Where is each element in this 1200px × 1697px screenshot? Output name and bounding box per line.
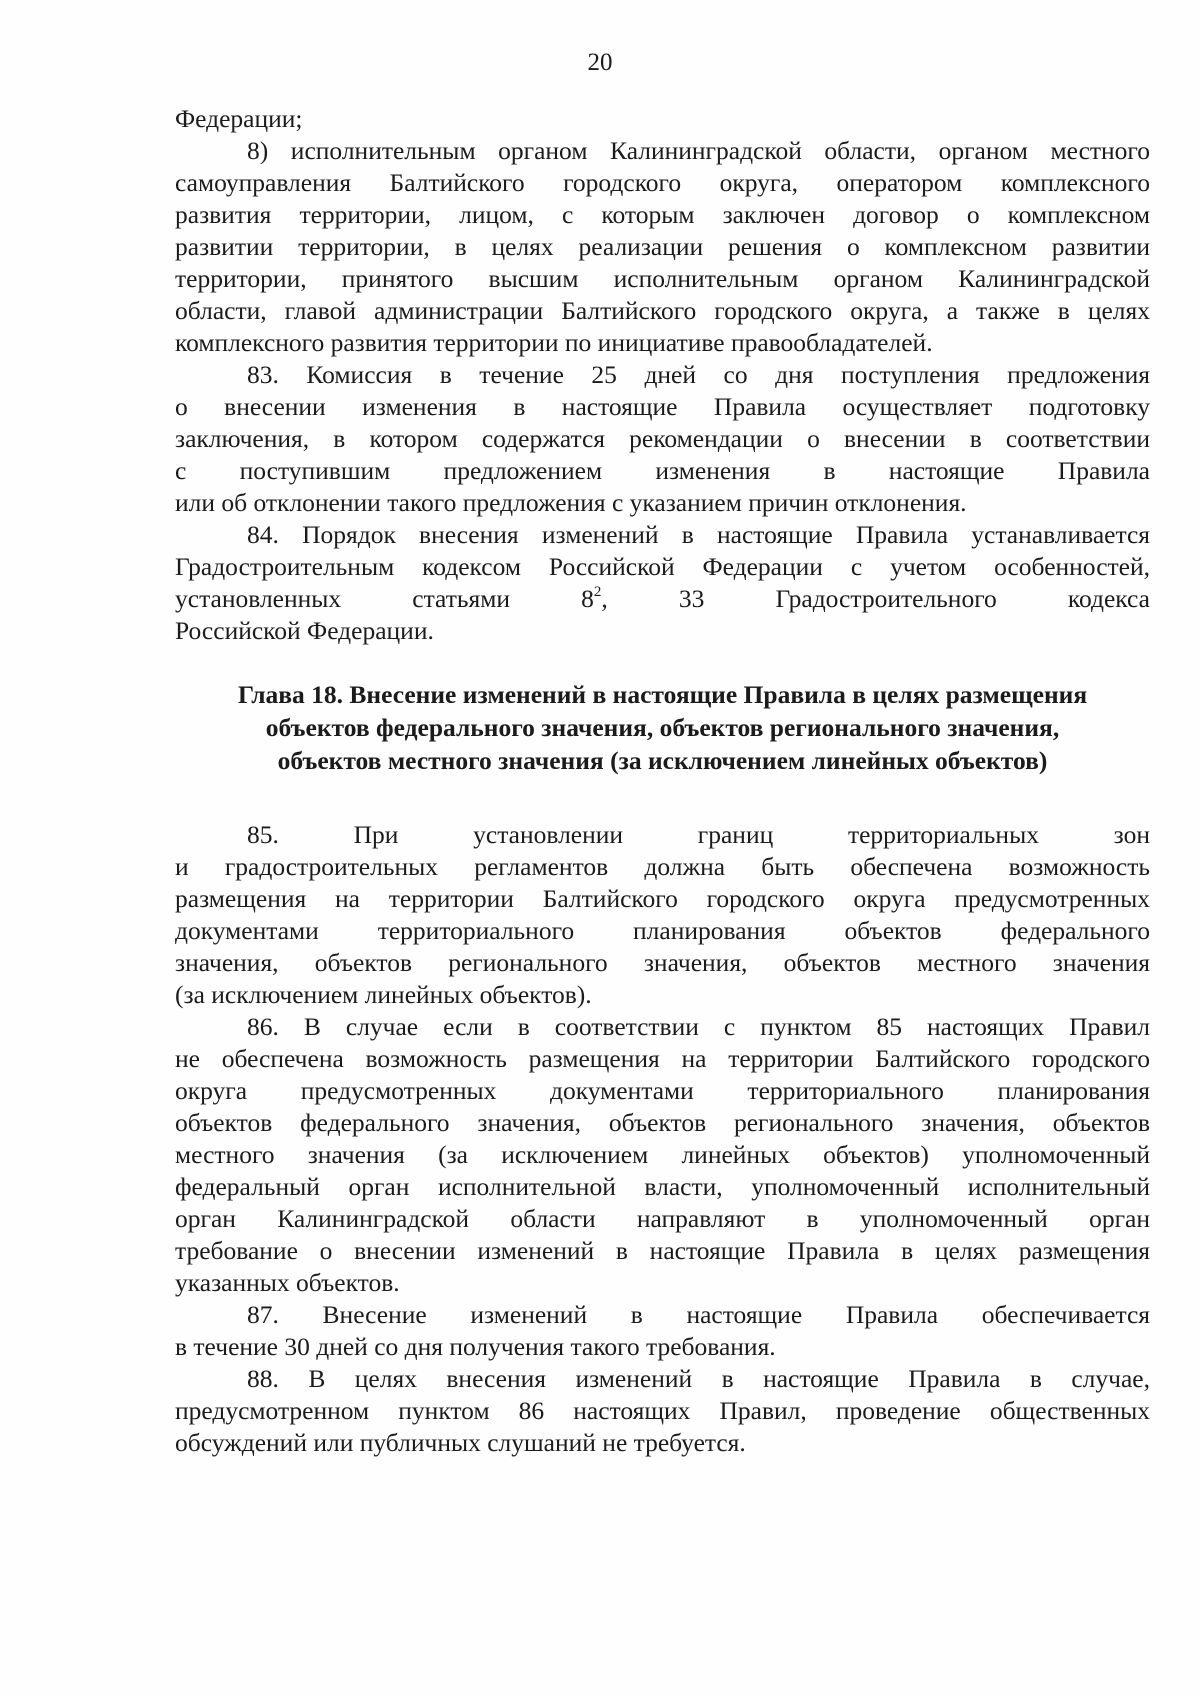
text-line: комплексного развития территории по инициативе правообладателей. bbox=[175, 328, 933, 357]
text-line: 8) исполнительным органом Калининградской области, органом местного bbox=[247, 136, 1150, 165]
text-line: значения, объектов регионального значения, объектов местного значения bbox=[175, 948, 1150, 977]
text-line: 88. В целях внесения изменений в настоящие Правила в случае, bbox=[247, 1364, 1150, 1393]
text-line: не обеспечена возможность размещения на территории Балтийского городского bbox=[175, 1044, 1150, 1073]
text-line: 85. При установлении границ территориальных зон bbox=[247, 820, 1150, 849]
chapter-heading-line: объектов местного значения (за исключением линейных объектов) bbox=[277, 746, 1048, 775]
chapter-heading-line: Глава 18. Внесение изменений в настоящие Правила в целях размещения bbox=[237, 680, 1088, 709]
text-line: развития территории, лицом, с которым заключен договор о комплексном bbox=[175, 200, 1150, 229]
text-line: в течение 30 дней со дня получения такого требования. bbox=[175, 1332, 776, 1361]
line-part: , 33 Градостроительного кодекса bbox=[601, 584, 1150, 613]
text-line: территории, принятого высшим исполнительным органом Калининградской bbox=[175, 264, 1150, 293]
text-line: заключения, в котором содержатся рекомендации о внесении в соответствии bbox=[175, 424, 1150, 453]
text-line: орган Калининградской области направляют в уполномоченный орган bbox=[175, 1204, 1150, 1233]
superscript: 2 bbox=[593, 584, 602, 600]
text-line: указанных объектов. bbox=[175, 1268, 400, 1297]
text-line: 83. Комиссия в течение 25 дней со дня поступления предложения bbox=[247, 360, 1150, 389]
text-line: или об отклонении такого предложения с указанием причин отклонения. bbox=[175, 488, 967, 517]
text-line: предусмотренном пунктом 86 настоящих Правил, проведение общественных bbox=[175, 1396, 1150, 1425]
text-line: самоуправления Балтийского городского округа, оператором комплексного bbox=[175, 168, 1150, 197]
text-line: 86. В случае если в соответствии с пунктом 85 настоящих Правил bbox=[247, 1012, 1150, 1041]
text-line: размещения на территории Балтийского городского округа предусмотренных bbox=[175, 884, 1150, 913]
text-line: Российской Федерации. bbox=[175, 616, 434, 645]
text-line: Федерации; bbox=[175, 104, 303, 133]
text-line: и градостроительных регламентов должна быть обеспечена возможность bbox=[175, 852, 1150, 881]
text-line: документами территориального планирования объектов федерального bbox=[175, 916, 1150, 945]
text-line-with-superscript bbox=[175, 583, 1150, 615]
text-line: 87. Внесение изменений в настоящие Правила обеспечивается bbox=[247, 1300, 1150, 1329]
text-line: области, главой администрации Балтийского городского округа, а также в целях bbox=[175, 296, 1150, 325]
text-line: 84. Порядок внесения изменений в настоящие Правила устанавливается bbox=[247, 520, 1150, 549]
page-number: 20 bbox=[587, 49, 613, 76]
text-line: о внесении изменения в настоящие Правила осуществляет подготовку bbox=[175, 392, 1150, 421]
text-line: (за исключением линейных объектов). bbox=[175, 980, 592, 1009]
text-line: обсуждений или публичных слушаний не требуется. bbox=[175, 1428, 746, 1457]
text-line: Градостроительным кодексом Российской Федерации с учетом особенностей, bbox=[175, 552, 1150, 581]
text-line: требование о внесении изменений в настоящие Правила в целях размещения bbox=[175, 1236, 1150, 1265]
text-line: с поступившим предложением изменения в настоящие Правила bbox=[175, 456, 1150, 485]
text-line: округа предусмотренных документами территориального планирования bbox=[175, 1076, 1150, 1105]
text-line: федеральный орган исполнительной власти, уполномоченный исполнительный bbox=[175, 1172, 1150, 1201]
text-line: местного значения (за исключением линейных объектов) уполномоченный bbox=[175, 1140, 1150, 1169]
text-line: объектов федерального значения, объектов регионального значения, объектов bbox=[175, 1108, 1150, 1137]
line-part: установленных статьями 8 bbox=[175, 584, 594, 613]
chapter-heading-line: объектов федерального значения, объектов регионального значения, bbox=[265, 713, 1060, 742]
text-line: развитии территории, в целях реализации решения о комплексном развитии bbox=[175, 232, 1150, 261]
